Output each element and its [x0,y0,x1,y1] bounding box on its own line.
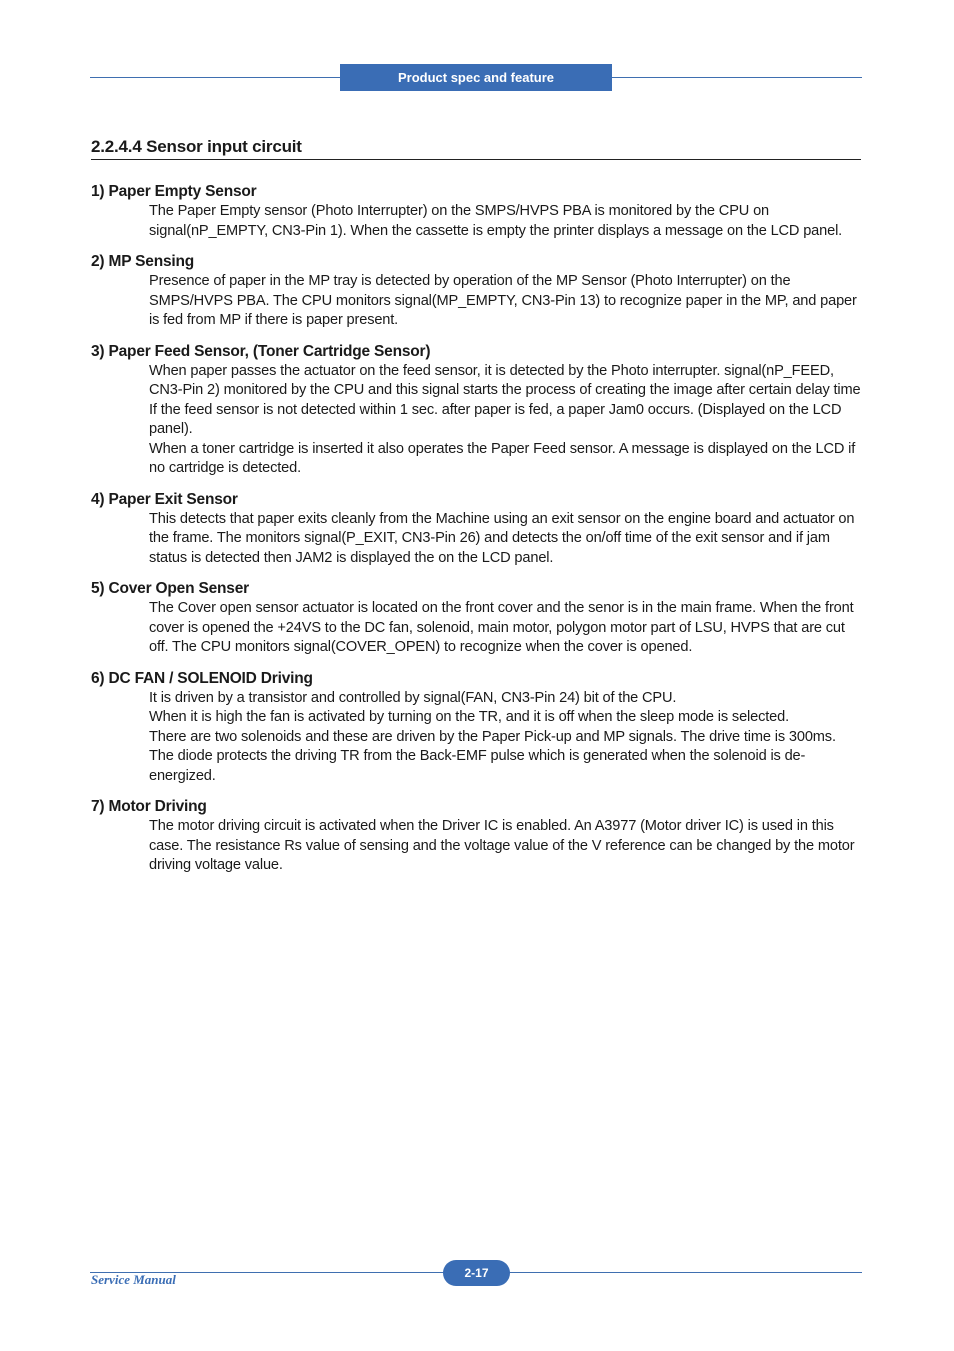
section-title: 2.2.4.4 Sensor input circuit [91,137,861,160]
item-paragraph: When it is high the fan is activated by turning on the TR, and it is off when the sleep mode is selected. [149,709,789,725]
sensor-items [91,182,861,887]
item-paper-empty-sensor [91,182,861,241]
item-mp-sensing [91,252,861,331]
item-cover-open-senser [91,579,861,658]
item-title: 5) Cover Open Senser [91,580,249,597]
item-paragraph: This detects that paper exits cleanly from the Machine using an exit sensor on the engine board and actuator on the frame. The monitors signal(P_EXIT, CN3-Pin 26) and detects the on/off time of the exit sensor and if jam status is detected then JAM2 is displayed the on the LCD panel. [149,510,855,566]
item-paper-feed-sensor [91,342,861,479]
item-title: 2) MP Sensing [91,253,195,270]
item-title: 7) Motor Driving [91,798,207,815]
page-number-badge: 2-17 [443,1260,510,1286]
item-title: 1) Paper Empty Sensor [91,183,257,200]
footer-manual-label: Service Manual [91,1272,176,1287]
item-paragraph: The motor driving circuit is activated when the Driver IC is enabled. An A3977 (Motor driver IC) is used in this case. The resistance Rs value of sensing and the voltage value of the V reference can be changed by the motor driving voltage value. [149,818,855,873]
item-title: 4) Paper Exit Sensor [91,490,238,508]
item-paragraph: When a toner cartridge is inserted it also operates the Paper Feed sensor. A message is displayed on the LCD if no cartridge is detected. [149,440,856,476]
item-title: 6) DC FAN / SOLENOID Driving [91,669,313,687]
item-paragraph: Presence of paper in the MP tray is detected by operation of the MP Sensor (Photo Interrupter) on the SMPS/HVPS PBA. The CPU monitors signal(MP_EMPTY, CN3-Pin 13) to recognize paper in the MP, and paper is fed from MP if there is paper present. [149,273,857,328]
item-dc-fan-solenoid-driving [91,669,861,787]
item-paragraph: It is driven by a transistor and controlled by signal(FAN, CN3-Pin 24) bit of the CPU. [149,689,677,706]
item-paragraph: There are two solenoids and these are driven by the Paper Pick-up and MP signals. The drive time is 300ms. The diode protects the driving TR from the Back-EMF pulse which is generated when the solenoid is de-energized. [149,728,836,784]
item-paper-exit-sensor [91,490,861,569]
item-paragraph: When paper passes the actuator on the feed sensor, it is detected by the Photo interrupter. signal(nP_FEED, CN3-Pin 2) monitored by the CPU and this signal starts the process of creating the image after certain delay time If the feed sensor is not detected within 1 sec. after paper is fed, a paper Jam0 occurs. (Displayed on the LCD panel). [149,362,861,437]
item-paragraph: The Paper Empty sensor (Photo Interrupter) on the SMPS/HVPS PBA is monitored by the CPU on signal(nP_EMPTY, CN3-Pin 1). When the cassette is empty the printer displays a message on the LCD panel. [149,203,843,239]
item-title: 3) Paper Feed Sensor, (Toner Cartridge Sensor) [91,342,431,360]
header-tab: Product spec and feature [340,64,612,91]
item-motor-driving [91,797,861,876]
item-paragraph: The Cover open sensor actuator is located on the front cover and the senor is in the main frame. When the front cover is opened the +24VS to the DC fan, solenoid, main motor, polygon motor part of LSU, HVPS that are cut off. The CPU monitors signal(COVER_OPEN) to recognize when the cover is opened. [149,600,854,655]
